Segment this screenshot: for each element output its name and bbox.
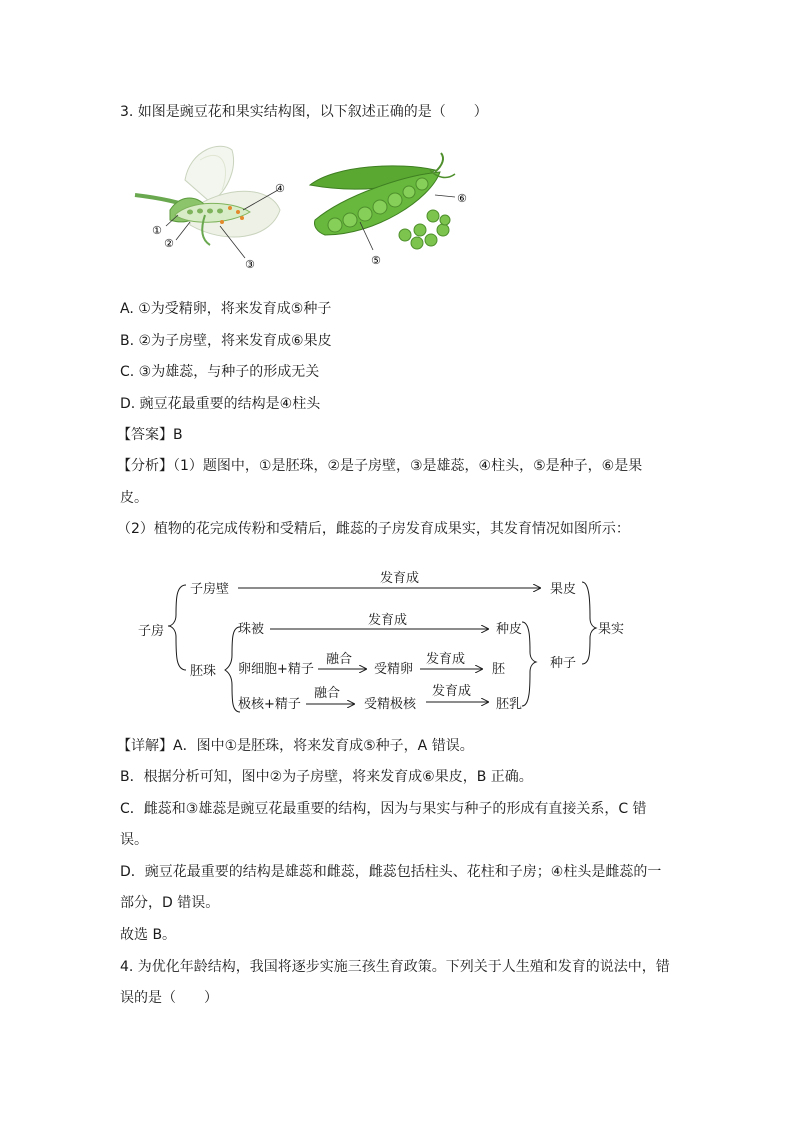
- label-develop-2: 发育成: [368, 613, 408, 628]
- pea-flower-figure: [130, 140, 300, 275]
- fruit-development-diagram: [130, 560, 650, 720]
- detail-c-line-2: 误。: [120, 832, 148, 848]
- node-egg-sperm: 卵细胞+精子: [238, 662, 314, 677]
- node-seed-coat: 种皮: [496, 622, 523, 637]
- node-integument: 珠被: [238, 622, 265, 637]
- node-seed: 种子: [550, 656, 577, 671]
- answer: 【答案】B: [117, 427, 183, 443]
- node-pericarp: 果皮: [550, 582, 577, 597]
- detail-d-line-1: D．豌豆花最重要的结构是雄蕊和雌蕊，雌蕊包括柱头、花柱和子房；④柱头是雌蕊的一: [120, 864, 662, 880]
- pea-pod-figure: [305, 150, 480, 270]
- callout-4: ④: [275, 182, 285, 195]
- label-fusion-2: 融合: [314, 686, 341, 701]
- node-ovule: 胚珠: [190, 664, 217, 679]
- option-d: D. 豌豆花最重要的结构是④柱头: [120, 396, 321, 412]
- question-4-stem-line-1: 4. 为优化年龄结构，我国将逐步实施三孩生育政策。下列关于人生殖和发育的说法中，错: [120, 959, 670, 975]
- callout-2: ②: [164, 237, 174, 250]
- label-develop-4: 发育成: [432, 684, 472, 699]
- analysis-line-2: 皮。: [120, 490, 148, 506]
- node-fert-polar: 受精极核: [364, 697, 417, 712]
- callout-5: ⑤: [371, 254, 381, 267]
- option-b: B. ②为子房壁，将来发育成⑥果皮: [120, 333, 332, 349]
- node-fruit: 果实: [598, 622, 625, 637]
- node-zygote: 受精卵: [374, 662, 414, 677]
- option-a: A. ①为受精卵，将来发育成⑤种子: [120, 301, 332, 317]
- node-embryo: 胚: [492, 662, 506, 677]
- label-develop-3: 发育成: [426, 652, 466, 667]
- callout-3: ③: [245, 258, 255, 271]
- analysis-line-1: 【分析】（1）题图中，①是胚珠，②是子房壁，③是雄蕊，④柱头，⑤是种子，⑥是果: [117, 458, 643, 474]
- node-endosperm: 胚乳: [496, 697, 523, 712]
- callout-6: ⑥: [457, 192, 467, 205]
- detail-b: B．根据分析可知，图中②为子房壁，将来发育成⑥果皮，B 正确。: [120, 769, 533, 785]
- node-ovary: 子房: [138, 624, 165, 639]
- detail-a: 【详解】A．图中①是胚珠，将来发育成⑤种子，A 错误。: [117, 738, 474, 754]
- label-develop-1: 发育成: [380, 571, 420, 586]
- node-ovary-wall: 子房壁: [190, 582, 230, 597]
- analysis-line-3: （2）植物的花完成传粉和受精后，雌蕊的子房发育成果实，其发育情况如图所示：: [117, 521, 630, 537]
- question-3-stem: 3. 如图是豌豆花和果实结构图，以下叙述正确的是（ ）: [120, 104, 488, 120]
- callout-1: ①: [152, 224, 162, 237]
- detail-c-line-1: C．雌蕊和③雄蕊是豌豆花最重要的结构，因为与果实与种子的形成有直接关系，C 错: [120, 801, 647, 817]
- detail-d-line-2: 部分，D 错误。: [120, 895, 220, 911]
- option-c: C. ③为雄蕊，与种子的形成无关: [120, 364, 320, 380]
- conclusion: 故选 B。: [120, 927, 177, 943]
- label-fusion-1: 融合: [326, 652, 353, 667]
- node-polar-sperm: 极核+精子: [238, 697, 301, 712]
- question-4-stem-line-2: 误的是（ ）: [120, 990, 218, 1006]
